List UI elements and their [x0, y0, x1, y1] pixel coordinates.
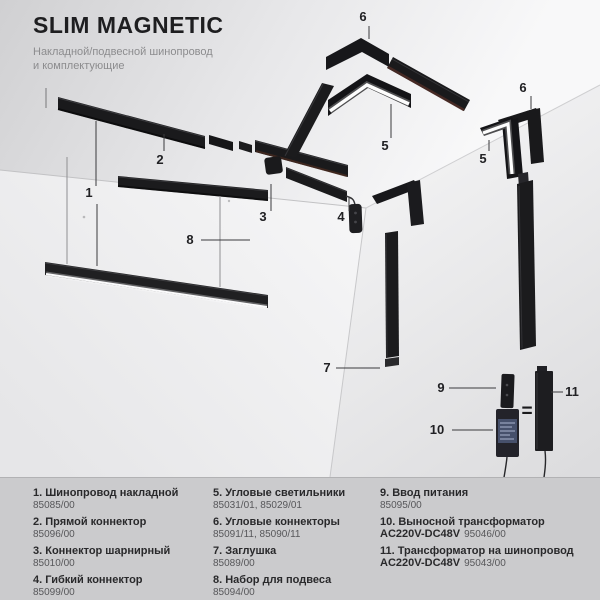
- subtitle-line-2: и комплектующие: [33, 60, 125, 72]
- legend-item-title: 11. Трансформатор на шинопровод: [380, 545, 574, 557]
- ceiling-dot: [228, 200, 230, 202]
- legend-item: [380, 545, 594, 569]
- callout-4: 4: [337, 209, 345, 224]
- wall-track-right: [517, 172, 536, 350]
- legend-item: [33, 487, 203, 511]
- legend-item-title: 3. Коннектор шарнирный: [33, 545, 171, 557]
- ceiling-dot: [83, 216, 86, 219]
- legend: [0, 477, 600, 600]
- legend-item: [380, 487, 594, 511]
- callout-3: 3: [259, 209, 267, 224]
- legend-item: [33, 516, 203, 540]
- legend-item-title: 8. Набор для подвеса: [213, 574, 332, 586]
- legend-item-code: [380, 558, 594, 569]
- callout-10: 10: [429, 422, 445, 437]
- legend-item-code: [380, 529, 594, 540]
- callout-5b: 5: [479, 151, 487, 166]
- wall-track-center: [385, 231, 399, 358]
- legend-item-code: 85089/00: [213, 558, 255, 569]
- legend-item-title: 2. Прямой коннектор: [33, 516, 147, 528]
- legend-item: [380, 516, 594, 540]
- legend-column-3: [380, 487, 594, 574]
- legend-item-code: 85095/00: [380, 500, 422, 511]
- legend-item: [213, 574, 373, 598]
- callout-9: 9: [437, 380, 445, 395]
- legend-item-code: 85085/00: [33, 500, 75, 511]
- power-input-unit: [500, 374, 514, 408]
- legend-item: [213, 545, 373, 569]
- legend-item-title: 4. Гибкий коннектор: [33, 574, 143, 586]
- legend-column-2: [213, 487, 373, 600]
- callout-6a: 6: [359, 9, 367, 24]
- legend-item: [213, 487, 373, 511]
- legend-item-voltage: AC220V-DC48V: [380, 557, 461, 569]
- legend-item-voltage: AC220V-DC48V: [380, 528, 461, 540]
- callout-2: 2: [156, 152, 164, 167]
- legend-column-1: [33, 487, 203, 600]
- legend-item-title: 10. Выносной трансформатор: [380, 516, 545, 528]
- legend-item-code: 85096/00: [33, 529, 75, 540]
- callout-1: 1: [85, 185, 93, 200]
- legend-item: [33, 545, 203, 569]
- legend-item-code: 85091/11, 85090/11: [213, 529, 301, 540]
- legend-item-title: 5. Угловые светильники: [213, 487, 346, 499]
- left-wall: [0, 170, 366, 477]
- legend-item-code: 85031/01, 85029/01: [213, 500, 302, 511]
- callout-7: 7: [323, 360, 331, 375]
- page-header: [33, 12, 224, 73]
- external-transformer: [496, 409, 519, 457]
- callout-6b: 6: [519, 80, 527, 95]
- callout-11: 11: [565, 384, 579, 399]
- legend-item: [33, 574, 203, 598]
- legend-item-code: 85010/00: [33, 558, 75, 569]
- legend-item-title: 6. Угловые коннекторы: [213, 516, 340, 528]
- legend-item: [213, 516, 373, 540]
- legend-item-code-value: 95046/00: [464, 529, 506, 540]
- legend-item-code-value: 95043/00: [464, 558, 506, 569]
- legend-item-code: 85099/00: [33, 587, 75, 598]
- callout-8: 8: [186, 232, 194, 247]
- page-subtitle: [33, 45, 224, 73]
- legend-item-title: 1. Шинопровод накладной: [33, 487, 179, 499]
- hinged-connector: [264, 156, 283, 175]
- equals-sign: =: [521, 401, 533, 422]
- legend-item-code: 85094/00: [213, 587, 255, 598]
- subtitle-line-1: Накладной/подвесной шинопровод: [33, 46, 213, 58]
- legend-item-title: 9. Ввод питания: [380, 487, 469, 499]
- legend-item-title: 7. Заглушка: [213, 545, 277, 557]
- track-transformer: [535, 366, 553, 451]
- callout-5a: 5: [381, 138, 389, 153]
- page-title: SLIM MAGNETIC: [33, 12, 224, 38]
